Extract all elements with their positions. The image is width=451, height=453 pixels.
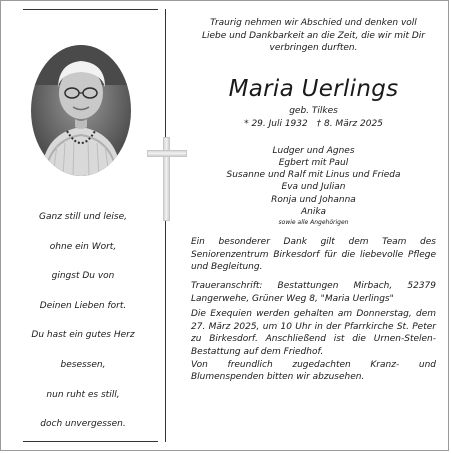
cross-icon-bar <box>147 150 187 157</box>
maiden-name: geb. Tilkes <box>289 105 338 116</box>
wreath-note: Von freundlich zugedachten Kranz- und Blumenspenden bitten wir abzusehen. <box>191 359 436 383</box>
family-list <box>191 145 436 228</box>
intro-line: Traurig nehmen wir Abschied und denken voll <box>210 18 417 28</box>
deceased-name: Maria Uerlings <box>228 75 399 102</box>
family-note: sowie alle Angehörigen <box>278 219 349 227</box>
birth-date: * 29. Juli 1932 <box>244 118 308 129</box>
family-member: Ronja und Johanna <box>271 194 356 205</box>
poem-line: ohne ein Wort, <box>49 241 117 252</box>
top-rule <box>23 9 158 10</box>
poem-line: doch unvergessen. <box>40 419 126 430</box>
death-date: † 8. März 2025 <box>316 118 383 129</box>
left-column <box>1 1 164 450</box>
intro-text <box>191 17 436 55</box>
family-member: Susanne und Ralf mit Linus und Frieda <box>226 170 401 181</box>
thanks-text: Ein besonderer Dank gilt dem Team des Seniorenzentrum Birkesdorf für die liebevolle Pflege und Begleitung. <box>191 237 436 273</box>
poem-line: Ganz still und leise, <box>39 212 127 222</box>
poem-line: nun ruht es still, <box>46 389 120 400</box>
intro-line: Liebe und Dankbarkeit an die Zeit, die wir mit Dir <box>201 30 426 41</box>
funeral-address: Traueranschrift: Bestattungen Mirbach, 52379 Langerwehe, Grüner Weg 8, "Maria Uerlings" <box>191 281 436 304</box>
bottom-rule <box>23 441 158 442</box>
family-member: Ludger und Agnes <box>272 145 355 156</box>
family-member: Egbert mit Paul <box>278 157 349 168</box>
family-member: Eva und Julian <box>281 182 346 193</box>
column-divider <box>165 9 166 442</box>
life-dates <box>191 118 436 130</box>
poem-line: besessen, <box>60 359 106 370</box>
poem-line: Du hast ein gutes Herz <box>31 330 135 341</box>
poem-line: Deinen Lieben fort. <box>39 300 127 311</box>
poem-line: gingst Du von <box>51 271 115 282</box>
poem <box>5 210 161 447</box>
portrait-photo-icon <box>31 45 131 176</box>
service-details: Die Exequien werden gehalten am Donnerstag, dem 27. März 2025, um 10 Uhr in der Pfarrkirche St. Peter zu Birkesdorf. Anschließend ist die Urnen-Stelen-Bestattung auf dem Friedhof. <box>191 309 436 358</box>
family-member: Anika <box>300 206 327 217</box>
portrait-photo <box>31 45 131 176</box>
right-column <box>191 17 436 384</box>
intro-line: verbringen durften. <box>269 43 358 53</box>
